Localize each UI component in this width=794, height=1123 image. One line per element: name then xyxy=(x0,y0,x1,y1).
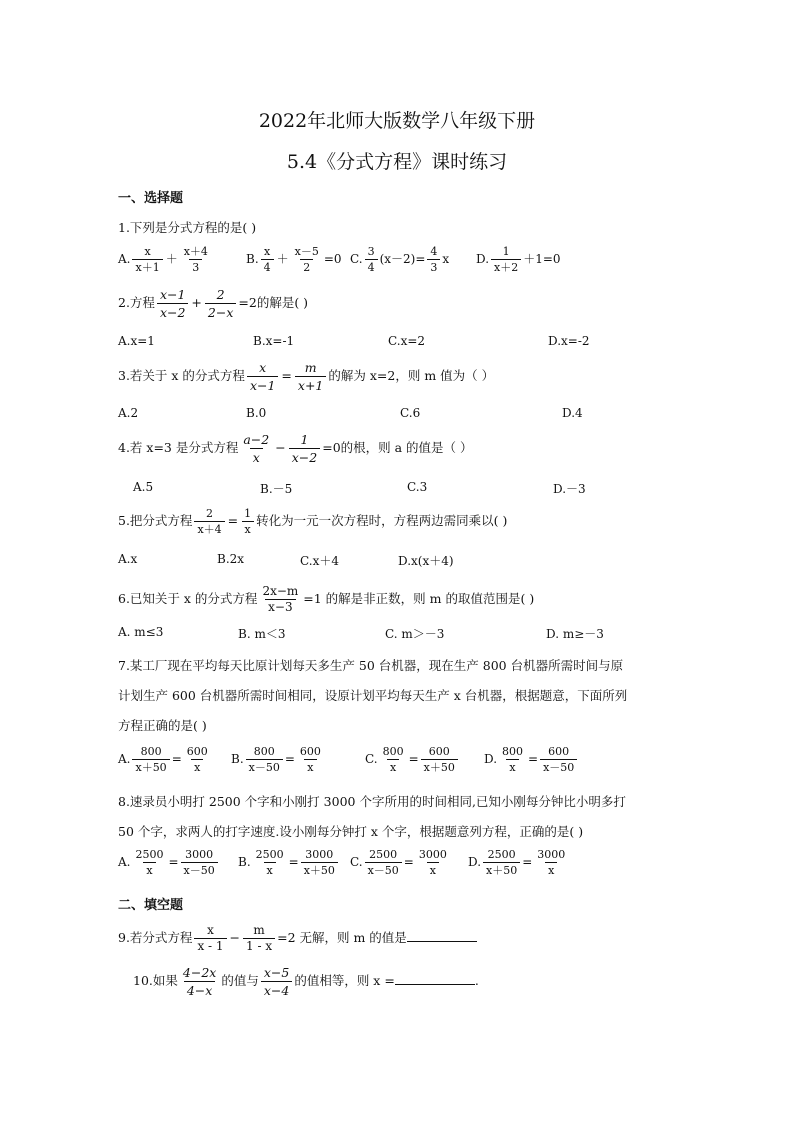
question-6-option-b: B. m＜3 xyxy=(238,627,286,641)
question-4-text: 4.若 x=3 是分式方程 $\frac{a-2}{x}$ − $\frac{1}{x-2}$ =0的根，则 a 的值是（ ） xyxy=(118,432,473,465)
question-1-text: 1.下列是分式方程的是( ) xyxy=(118,220,257,235)
question-7-line-3: 方程正确的是( ) xyxy=(118,718,207,733)
question-4-option-b: B.－5 xyxy=(260,482,293,496)
question-10-text: 10.如果 $\frac{4-2x}{4-x}$ 的值与 $\frac{x-5}{x-4}$ 的值相等，则 x = . xyxy=(133,965,479,998)
question-8-option-a: A. $\frac{2500}{x}$ = $\frac{3000}{x-50}$ xyxy=(118,848,220,877)
question-4-option-d: D.－3 xyxy=(553,482,586,496)
question-5-option-c: C.x＋4 xyxy=(300,554,339,568)
question-2-option-a: A.x=1 xyxy=(118,334,155,348)
question-9-answer-blank[interactable] xyxy=(407,929,477,942)
question-10-answer-blank[interactable] xyxy=(395,972,475,985)
question-3-option-a: A.2 xyxy=(118,406,139,420)
question-4-option-a: A.5 xyxy=(133,480,154,494)
question-3-text: 3.若关于 x 的分式方程 $\frac{x}{x-1}$ = $\frac{m}{x+1}$ 的解为 x=2，则 m 值为（ ） xyxy=(118,360,495,393)
question-3-option-c: C.6 xyxy=(400,406,421,420)
question-5-option-d: D.x(x＋4) xyxy=(398,554,454,568)
question-5-option-a: A.x xyxy=(118,552,138,566)
page-title: 2022年北师大版数学八年级下册 xyxy=(258,110,536,132)
question-7-option-b: B. $\frac{800}{x-50}$ = $\frac{600}{x}$ xyxy=(231,745,321,774)
question-2-text: 2.方程 $\frac{x-1}{x-2}$ + $\frac{2}{2-x}$ =2的解是( ) xyxy=(118,287,309,320)
question-5-text: 5.把分式方程 $\frac{2}{x+4}$ = $\frac{1}{x}$ 转化为一元一次方程时，方程两边需同乘以( ) xyxy=(118,507,508,536)
question-7-option-a: A. $\frac{800}{x+50}$ = $\frac{600}{x}$ xyxy=(118,745,208,774)
question-6-option-d: D. m≥－3 xyxy=(546,627,604,641)
question-1-option-a: A. $\frac{x}{x+1}$ ＋ $\frac{x+4}{3}$ xyxy=(118,245,208,274)
question-6-option-a: A. m≤3 xyxy=(118,625,164,639)
question-4-option-c: C.3 xyxy=(407,480,428,494)
question-6-text: 6.已知关于 x 的分式方程 $\frac{2x-m}{x-3}$ =1 的解是非正数，则 m 的取值范围是( ) xyxy=(118,584,535,614)
question-8-option-d: D. $\frac{2500}{x+50}$ = $\frac{3000}{x}$ xyxy=(468,848,566,877)
question-9-text: 9.若分式方程 $\frac{x}{x - 1}$ − $\frac{m}{1 - x}$ =2 无解，则 m 的值是 xyxy=(118,924,477,953)
question-3-option-b: B.0 xyxy=(246,406,267,420)
question-2-option-c: C.x=2 xyxy=(388,334,426,348)
question-8-option-b: B. $\frac{2500}{x}$ = $\frac{3000}{x+50}$ xyxy=(238,848,340,877)
question-1-option-c: C. $\frac{3}{4}$ (x－2)= $\frac{4}{3}$ x xyxy=(350,245,450,274)
question-7-option-c: C. $\frac{800}{x}$ = $\frac{600}{x+50}$ xyxy=(365,745,460,774)
question-7-option-d: D. $\frac{800}{x}$ = $\frac{600}{x-50}$ xyxy=(484,745,579,774)
question-2-option-b: B.x=-1 xyxy=(253,334,295,348)
question-1-option-b: B. $\frac{x}{4}$ ＋ $\frac{x-5}{2}$ =0 xyxy=(246,245,342,274)
question-2-option-d: D.x=-2 xyxy=(548,334,590,348)
question-1-option-d: D. $\frac{1}{x+2}$ ＋1=0 xyxy=(476,245,561,274)
question-6-option-c: C. m＞－3 xyxy=(385,627,445,641)
question-8-line-2: 50 个字，求两人的打字速度.设小刚每分钟打 x 个字，根据题意列方程，正确的是( ) xyxy=(118,824,584,839)
question-5-option-b: B.2x xyxy=(217,552,245,566)
question-8-line-1: 8.速录员小明打 2500 个字和小刚打 3000 个字所用的时间相同,已知小刚每分钟比小明多打 xyxy=(118,794,626,809)
section-fill-heading: 二、填空题 xyxy=(118,898,184,913)
page-subtitle: 5.4《分式方程》课时练习 xyxy=(286,151,508,173)
section-choice-heading: 一、选择题 xyxy=(118,191,184,206)
question-7-line-1: 7.某工厂现在平均每天比原计划每天多生产 50 台机器，现在生产 800 台机器所需时间与原 xyxy=(118,658,624,673)
question-7-line-2: 计划生产 600 台机器所需时间相同，设原计划平均每天生产 x 台机器，根据题意，下面所列 xyxy=(118,688,628,703)
question-3-option-d: D.4 xyxy=(562,406,583,420)
question-8-option-c: C. $\frac{2500}{x-50}$ = $\frac{3000}{x}$ xyxy=(350,848,447,877)
